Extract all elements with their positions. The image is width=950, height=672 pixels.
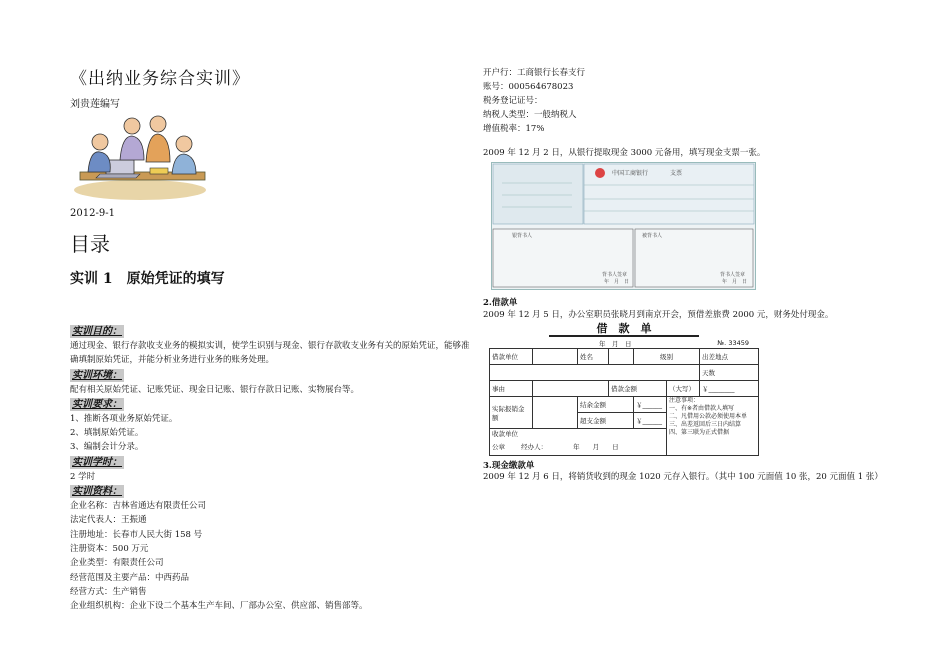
cash-deposit-heading: 3.现金缴款单 [483,461,535,471]
loan-receiver-cell [490,429,667,456]
vat-rate-info: 增值税率：17% [483,124,545,134]
loan-reason-cell [533,381,609,397]
requirement-item: 2、填制原始凭证。 [70,428,144,438]
loan-note-item: 二、凡借用公款必须使用本单 [669,413,748,420]
loan-blank-row [490,365,700,381]
loan-form-title: 借 款 单 [549,323,699,337]
requirement-item: 1、推断各项业务原始凭证。 [70,414,178,424]
loan-name-label: 姓名 [578,349,609,365]
loan-form-number: №. 33459 [717,339,749,347]
endorser-label: 银背书人 [512,233,533,239]
material-item: 企业名称：吉林省通达有限责任公司 [70,501,207,511]
loan-handler-label: 经办人： [521,443,548,451]
tax-id-info: 税务登记证号： [483,96,543,106]
requirements-label: 实训要求： [72,399,122,410]
loan-over-label: 超支金额 [578,413,634,429]
taxpayer-type-info: 纳税人类型：一般纳税人 [483,110,577,120]
material-item: 注册地址：长春市人民大街 158 号 [70,530,203,540]
material-item: 经营方式：生产销售 [70,587,147,597]
author: 刘贵莲编写 [70,99,120,110]
loan-days-label: 天数 [700,365,759,381]
loan-amount-label: 借款金额 [609,381,667,397]
requirement-item: 3、编制会计分录。 [70,442,144,452]
loan-balance-label: 结余金额 [578,397,634,413]
cheque-kind: 支票 [670,170,683,177]
loan-note-item: 三、出差返回后三日内结算 [669,421,742,428]
loan-notes-title: 注意事项： [669,397,700,404]
material-item: 企业组织机构：企业下设二个基本生产车间、厂部办公室、供应部、销售部等。 [70,601,368,611]
toc-heading: 目录 [70,232,110,256]
bank-info: 开户行：工商银行长春支行 [483,68,586,78]
loan-note-item: 一、有※者由借款人填写 [669,405,735,412]
task-3-text: 2009 年 12 月 6 日，将销货收到的现金 1020 元存入银行。（其中 100 元面值 10 张，20 元面值 1 张） [483,472,883,482]
loan-actual-label: 实际报销金额 [490,397,533,429]
account-info: 账号：000564678023 [483,82,574,92]
task-1-text: 2009 年 12 月 2 日，从银行提取现金 3000 元备用，填写现金支票一张。 [483,148,766,158]
loan-destination-label: 出差地点 [700,349,759,365]
loan-note-item: 四、第三联为正式借据 [669,429,730,436]
loan-unit-cell [533,349,578,365]
hours-text: 2 学时 [70,472,96,482]
material-item: 法定代表人：王振通 [70,515,147,525]
material-item: 注册资本：500 万元 [70,544,149,554]
section-heading: 实训 1 原始凭证的填写 [70,271,225,287]
date: 2012-9-1 [70,208,115,219]
loan-seal-label: 公章 [492,443,505,451]
endorse-date-label: 年 月 日 [604,279,630,285]
task-2-text: 2009 年 12 月 5 日，办公室职员张晓月到南京开会，预借差旅费 2000 元，财务处付现金。 [483,310,834,320]
loan-notes [667,397,759,456]
loan-receiver-date: 年 月 日 [573,443,619,451]
document-title: 《出纳业务综合实训》 [70,69,250,89]
loan-form-date: 年 月 日 [599,340,632,348]
materials-label: 实训资料： [72,486,122,497]
cheque-bank-name: 中国工商银行 [612,170,649,177]
endorsee-label: 被背书人 [642,233,663,239]
material-item: 企业类型：有限责任公司 [70,558,164,568]
loan-form [489,322,759,451]
loan-amount-upper: （大写） [667,381,700,397]
loan-name-cell [609,349,634,365]
loan-actual-cell [533,397,578,429]
cash-cheque-image [491,162,756,290]
endorser-seal-label: 背书人签章 [602,272,628,278]
endorser-seal-label-2: 背书人签章 [720,272,746,278]
environment-label: 实训环境： [72,370,122,381]
purpose-text: 通过现金、银行存款收支业务的模拟实训，使学生识别与现金、银行存款收支业务有关的原始凭证，能够准确填制原始凭证，并能分析业务进行业务的账务处理。 [70,341,470,365]
loan-amount-yen: ￥________ [700,381,759,397]
endorse-date-label-2: 年 月 日 [722,279,748,285]
loan-balance-yen: ￥______ [634,397,667,413]
hours-label: 实训学时： [72,457,122,468]
loan-section-heading: 2.借款单 [483,298,518,308]
loan-level-label: 级别 [634,349,700,365]
material-item: 经营范围及主要产品：中西药品 [70,573,190,583]
loan-receiver-label: 收款单位 [492,430,518,438]
loan-over-yen: ￥______ [634,413,667,429]
office-illustration [70,110,210,202]
loan-form-table [489,348,759,456]
purpose-label: 实训目的： [72,326,122,337]
loan-unit-label: 借款单位 [490,349,533,365]
environment-text: 配有相关原始凭证、记账凭证、现金日记账、银行存款日记账、实物展台等。 [70,385,360,395]
loan-reason-label: 事由 [490,381,533,397]
